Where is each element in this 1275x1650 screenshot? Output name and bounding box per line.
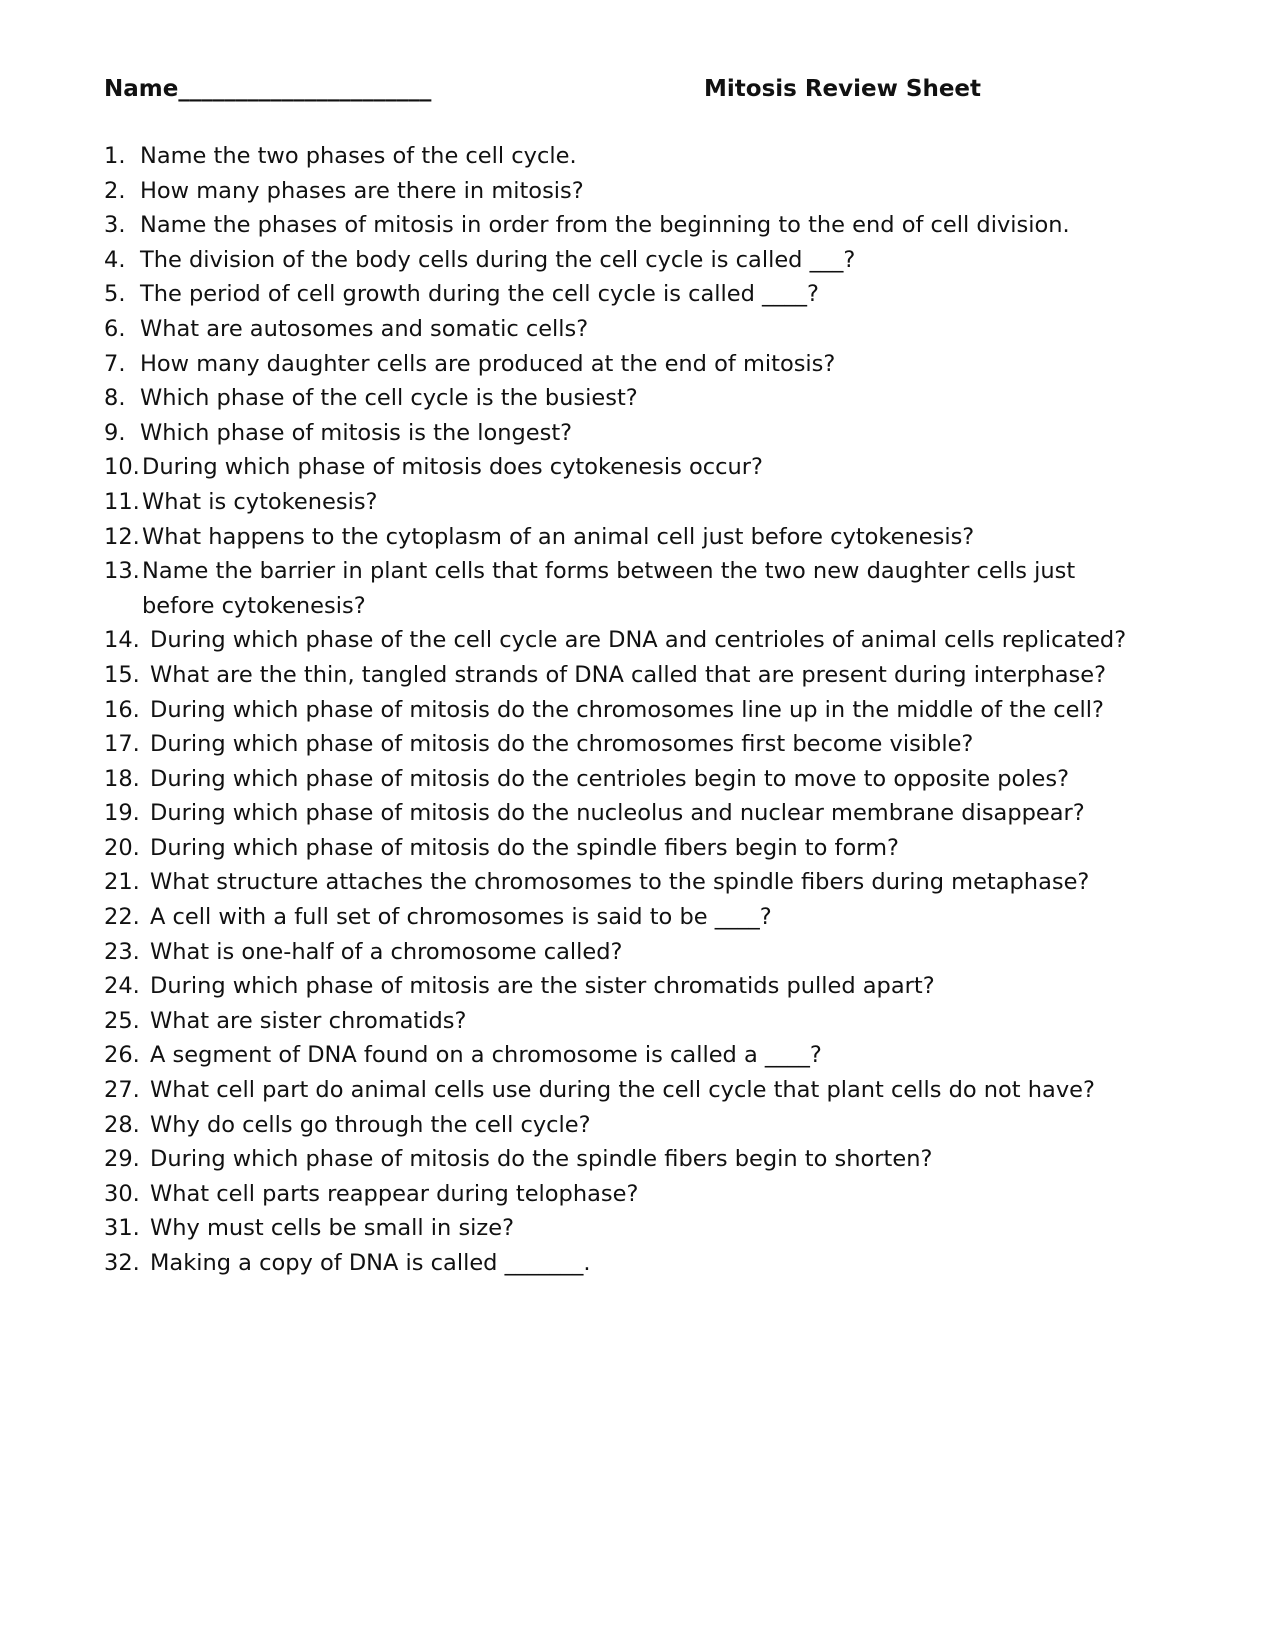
question-item xyxy=(104,935,1214,970)
question-item xyxy=(104,485,1214,520)
question-item xyxy=(104,174,1214,209)
worksheet-header xyxy=(104,76,1204,112)
question-text: The period of cell growth during the cell cycle is called ____? xyxy=(140,281,819,308)
question-text: What are the thin, tangled strands of DNA called that are present during interphase? xyxy=(150,661,1107,688)
question-text: During which phase of mitosis do the chromosomes line up in the middle of the cell? xyxy=(150,696,1104,723)
question-number: 5. xyxy=(104,281,126,308)
question-number: 7. xyxy=(104,350,126,377)
question-number: 31. xyxy=(104,1215,140,1242)
question-text: During which phase of mitosis do the spindle fibers begin to form? xyxy=(150,834,899,861)
question-text: What cell part do animal cells use during the cell cycle that plant cells do not have? xyxy=(150,1077,1095,1104)
question-text: What structure attaches the chromosomes to the spindle fibers during metaphase? xyxy=(150,869,1090,896)
question-item xyxy=(104,243,1214,278)
question-item xyxy=(104,1038,1214,1073)
question-item xyxy=(104,450,1214,485)
question-text: During which phase of mitosis do the centrioles begin to move to opposite poles? xyxy=(150,765,1070,792)
question-text: What cell parts reappear during telophase? xyxy=(150,1180,639,1207)
question-item xyxy=(104,554,1214,623)
question-item xyxy=(104,277,1214,312)
question-text: What are sister chromatids? xyxy=(150,1007,467,1034)
question-text: Which phase of mitosis is the longest? xyxy=(140,419,573,446)
question-number: 27. xyxy=(104,1077,140,1104)
question-item xyxy=(104,762,1214,797)
question-number: 10. xyxy=(104,454,140,481)
question-number: 30. xyxy=(104,1180,140,1207)
question-item xyxy=(104,520,1214,555)
question-text: What is one-half of a chromosome called? xyxy=(150,938,623,965)
question-item xyxy=(104,623,1214,658)
question-text: How many phases are there in mitosis? xyxy=(140,177,584,204)
question-number: 2. xyxy=(104,177,126,204)
question-number: 24. xyxy=(104,973,140,1000)
question-number: 12. xyxy=(104,523,140,550)
question-item xyxy=(104,381,1214,416)
page-title: Mitosis Review Sheet xyxy=(704,76,982,102)
question-number: 19. xyxy=(104,800,140,827)
question-text: What is cytokenesis? xyxy=(142,488,378,515)
question-item xyxy=(104,1142,1214,1177)
question-text: A segment of DNA found on a chromosome is called a ____? xyxy=(150,1042,822,1069)
question-item xyxy=(104,727,1214,762)
question-item xyxy=(104,865,1214,900)
question-item xyxy=(104,1211,1214,1246)
question-number: 23. xyxy=(104,938,140,965)
question-text: During which phase of the cell cycle are DNA and centrioles of animal cells replicated? xyxy=(150,627,1127,654)
question-number: 22. xyxy=(104,904,140,931)
question-number: 3. xyxy=(104,212,126,239)
question-text: Name the barrier in plant cells that forms between the two new daughter cells just before cytokenesis? xyxy=(142,558,1076,619)
question-item xyxy=(104,693,1214,728)
question-number: 17. xyxy=(104,731,140,758)
question-text: What are autosomes and somatic cells? xyxy=(140,315,589,342)
question-item xyxy=(104,312,1214,347)
question-item xyxy=(104,1073,1214,1108)
question-text: The division of the body cells during the cell cycle is called ___? xyxy=(140,246,856,273)
question-text: During which phase of mitosis do the chromosomes first become visible? xyxy=(150,731,974,758)
question-item xyxy=(104,416,1214,451)
question-item xyxy=(104,139,1214,174)
name-field-label: Name______________________ xyxy=(104,76,432,102)
question-number: 18. xyxy=(104,765,140,792)
question-number: 29. xyxy=(104,1146,140,1173)
question-item xyxy=(104,831,1214,866)
question-number: 28. xyxy=(104,1111,140,1138)
question-item xyxy=(104,1108,1214,1143)
question-text: How many daughter cells are produced at the end of mitosis? xyxy=(140,350,836,377)
question-number: 20. xyxy=(104,834,140,861)
question-text: Why do cells go through the cell cycle? xyxy=(150,1111,591,1138)
question-number: 1. xyxy=(104,143,126,169)
question-item xyxy=(104,969,1214,1004)
question-text: During which phase of mitosis do the nucleolus and nuclear membrane disappear? xyxy=(150,800,1085,827)
question-text: Making a copy of DNA is called _______. xyxy=(150,1250,591,1276)
question-number: 32. xyxy=(104,1250,140,1276)
question-number: 6. xyxy=(104,315,126,342)
question-text: Why must cells be small in size? xyxy=(150,1215,515,1242)
question-number: 14. xyxy=(104,627,140,654)
question-item xyxy=(104,1004,1214,1039)
question-number: 11. xyxy=(104,488,140,515)
question-text: Name the phases of mitosis in order from the beginning to the end of cell division. xyxy=(140,212,1070,239)
question-text: During which phase of mitosis do the spindle fibers begin to shorten? xyxy=(150,1146,933,1173)
question-number: 8. xyxy=(104,385,126,412)
question-text: A cell with a full set of chromosomes is said to be ____? xyxy=(150,904,772,931)
question-number: 15. xyxy=(104,661,140,688)
question-item xyxy=(104,900,1214,935)
question-item xyxy=(104,347,1214,382)
question-number: 9. xyxy=(104,419,126,446)
question-item xyxy=(104,796,1214,831)
question-item xyxy=(104,658,1214,693)
question-item xyxy=(104,208,1214,243)
question-item xyxy=(104,1246,1214,1281)
question-item xyxy=(104,1177,1214,1212)
question-number: 26. xyxy=(104,1042,140,1069)
question-text: Name the two phases of the cell cycle. xyxy=(140,143,577,169)
question-number: 13. xyxy=(104,558,140,585)
question-text: During which phase of mitosis are the sister chromatids pulled apart? xyxy=(150,973,935,1000)
question-number: 21. xyxy=(104,869,140,896)
question-number: 25. xyxy=(104,1007,140,1034)
question-number: 16. xyxy=(104,696,140,723)
question-text: Which phase of the cell cycle is the busiest? xyxy=(140,385,638,412)
question-number: 4. xyxy=(104,246,126,273)
question-list xyxy=(104,139,1214,1281)
question-text: What happens to the cytoplasm of an animal cell just before cytokenesis? xyxy=(142,523,975,550)
question-text: During which phase of mitosis does cytokenesis occur? xyxy=(142,454,763,481)
